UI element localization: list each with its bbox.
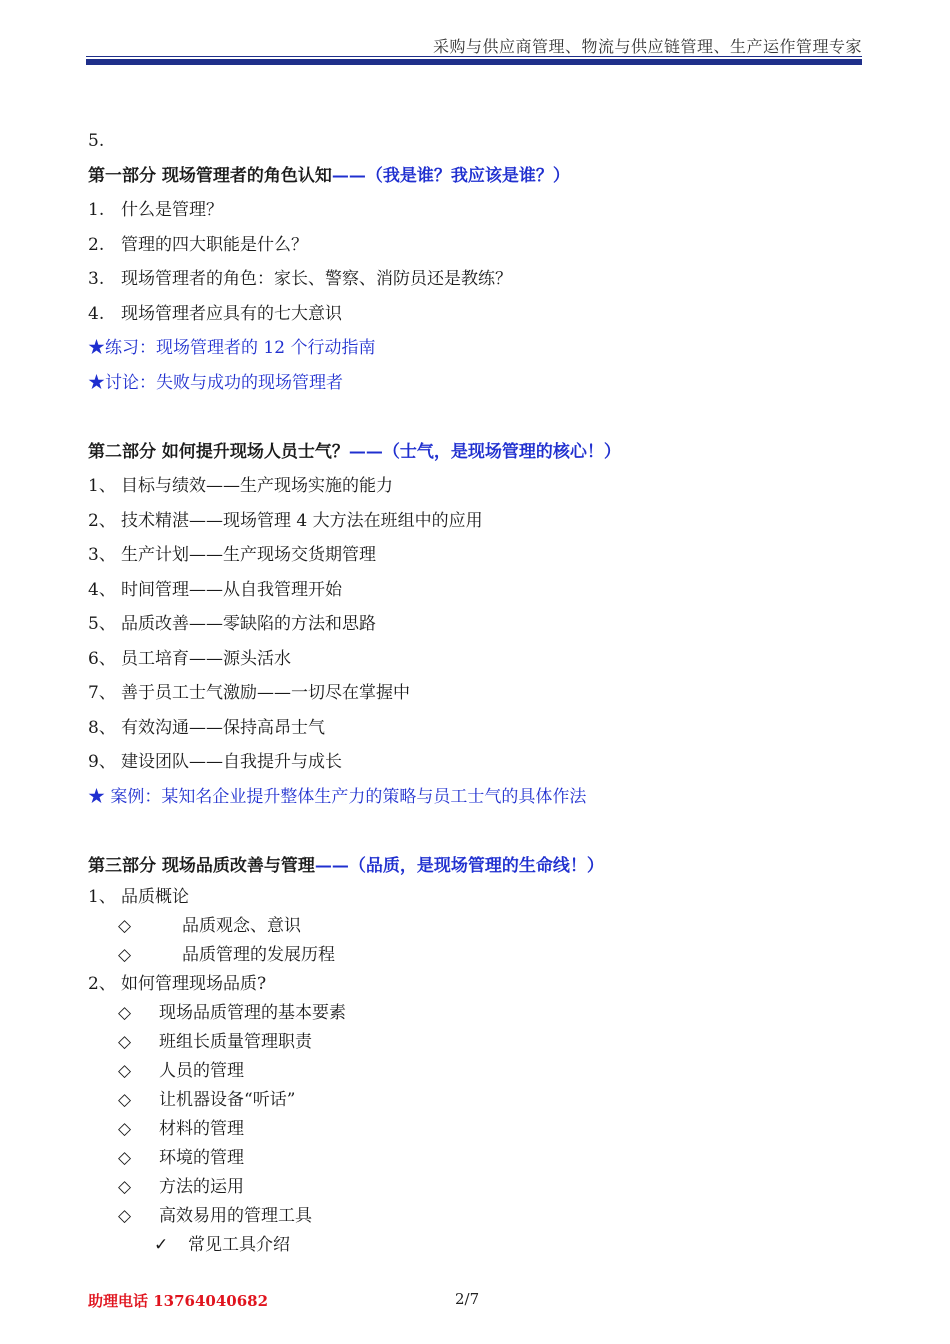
- list-item: 3. 现场管理者的角色：家长、警察、消防员还是教练？: [88, 269, 512, 289]
- list-item: 2. 管理的四大职能是什么？: [88, 234, 308, 255]
- case-note: ★ 案例：某知名企业提升整体生产力的策略与员工士气的具体作法: [88, 786, 587, 807]
- sub-list-item: ◇ 材料的管理: [88, 1115, 864, 1144]
- sub-list-item: ◇ 环境的管理: [88, 1144, 864, 1173]
- list-item: 4、 时间管理——从自我管理开始: [88, 579, 342, 600]
- check-icon: ✓: [154, 1235, 169, 1255]
- list-item: 2、 技术精湛——现场管理 4 大方法在班组中的应用: [88, 510, 483, 531]
- diamond-icon: ◇: [118, 1032, 132, 1052]
- diamond-icon: ◇: [118, 945, 132, 965]
- sub-list-item: ◇ 品质观念、意识: [88, 912, 864, 941]
- sub-list-item: ◇ 人员的管理: [88, 1057, 864, 1086]
- part1-title: 第一部分 现场管理者的角色认知: [88, 165, 332, 186]
- diamond-icon: ◇: [118, 1061, 132, 1081]
- part2-heading: [88, 435, 864, 470]
- part1-subtitle: ——（我是谁？我应该是谁？）: [331, 165, 570, 186]
- diamond-icon: ◇: [118, 1090, 132, 1110]
- list-item: 8、 有效沟通——保持高昂士气: [88, 717, 325, 738]
- list-item: 9、 建设团队——自我提升与成长: [88, 752, 342, 772]
- diamond-icon: ◇: [118, 916, 132, 936]
- sub-list-item: ◇ 班组长质量管理职责: [88, 1028, 864, 1057]
- sub-list-item: ◇ 品质管理的发展历程: [88, 941, 864, 970]
- part2-subtitle: ——（士气，是现场管理的核心！）: [348, 441, 621, 462]
- sub-list-item: ◇ 让机器设备“听话”: [88, 1086, 864, 1115]
- header-rule-thin: [86, 56, 862, 57]
- sub-list-item: ◇ 高效易用的管理工具: [88, 1202, 864, 1231]
- document-body: [88, 124, 864, 1260]
- list-item: 1、 品质概论: [88, 887, 189, 907]
- sub-list-item: ◇ 现场品质管理的基本要素: [88, 999, 864, 1028]
- diamond-icon: ◇: [118, 1003, 132, 1023]
- sub-list-item: ◇ 方法的运用: [88, 1173, 864, 1202]
- list-item: 7、 善于员工士气激励——一切尽在掌握中: [88, 683, 410, 703]
- list-item: 3、 生产计划——生产现场交货期管理: [88, 545, 376, 565]
- header-title: 采购与供应商管理、物流与供应链管理、生产运作管理专家: [432, 37, 862, 56]
- part3-heading: [88, 849, 864, 884]
- exercise-note: ★练习：现场管理者的 12 个行动指南: [88, 338, 376, 358]
- part3-subtitle: ——（品质，是现场管理的生命线！）: [314, 855, 604, 876]
- list-item: 4. 现场管理者应具有的七大意识: [88, 303, 342, 324]
- diamond-icon: ◇: [118, 1119, 132, 1139]
- page-number: 2/7: [455, 1290, 480, 1308]
- list-item: 2、 如何管理现场品质?: [88, 974, 267, 994]
- top-item: 5.: [88, 131, 105, 151]
- list-item: 6、 员工培育——源头活水: [88, 648, 291, 669]
- diamond-icon: ◇: [118, 1177, 132, 1197]
- assistant-phone: 助理电话 13764040682: [88, 1292, 269, 1310]
- spacer: [88, 400, 864, 435]
- part1-heading: [88, 159, 864, 194]
- diamond-icon: ◇: [118, 1206, 132, 1226]
- list-item: 1. 什么是管理？: [88, 200, 223, 220]
- list-item: 1、 目标与绩效——生产现场实施的能力: [88, 476, 393, 496]
- spacer: [88, 814, 864, 849]
- diamond-icon: ◇: [118, 1148, 132, 1168]
- sub-sub-list-item: ✓ 常见工具介绍: [88, 1231, 864, 1260]
- list-item: 5、 品质改善——零缺陷的方法和思路: [88, 614, 376, 634]
- part2-title: 第二部分 如何提升现场人员士气？: [88, 441, 349, 462]
- part3-title: 第三部分 现场品质改善与管理: [88, 855, 315, 876]
- header-rule-thick: [86, 59, 862, 65]
- discussion-note: ★讨论：失败与成功的现场管理者: [88, 372, 343, 393]
